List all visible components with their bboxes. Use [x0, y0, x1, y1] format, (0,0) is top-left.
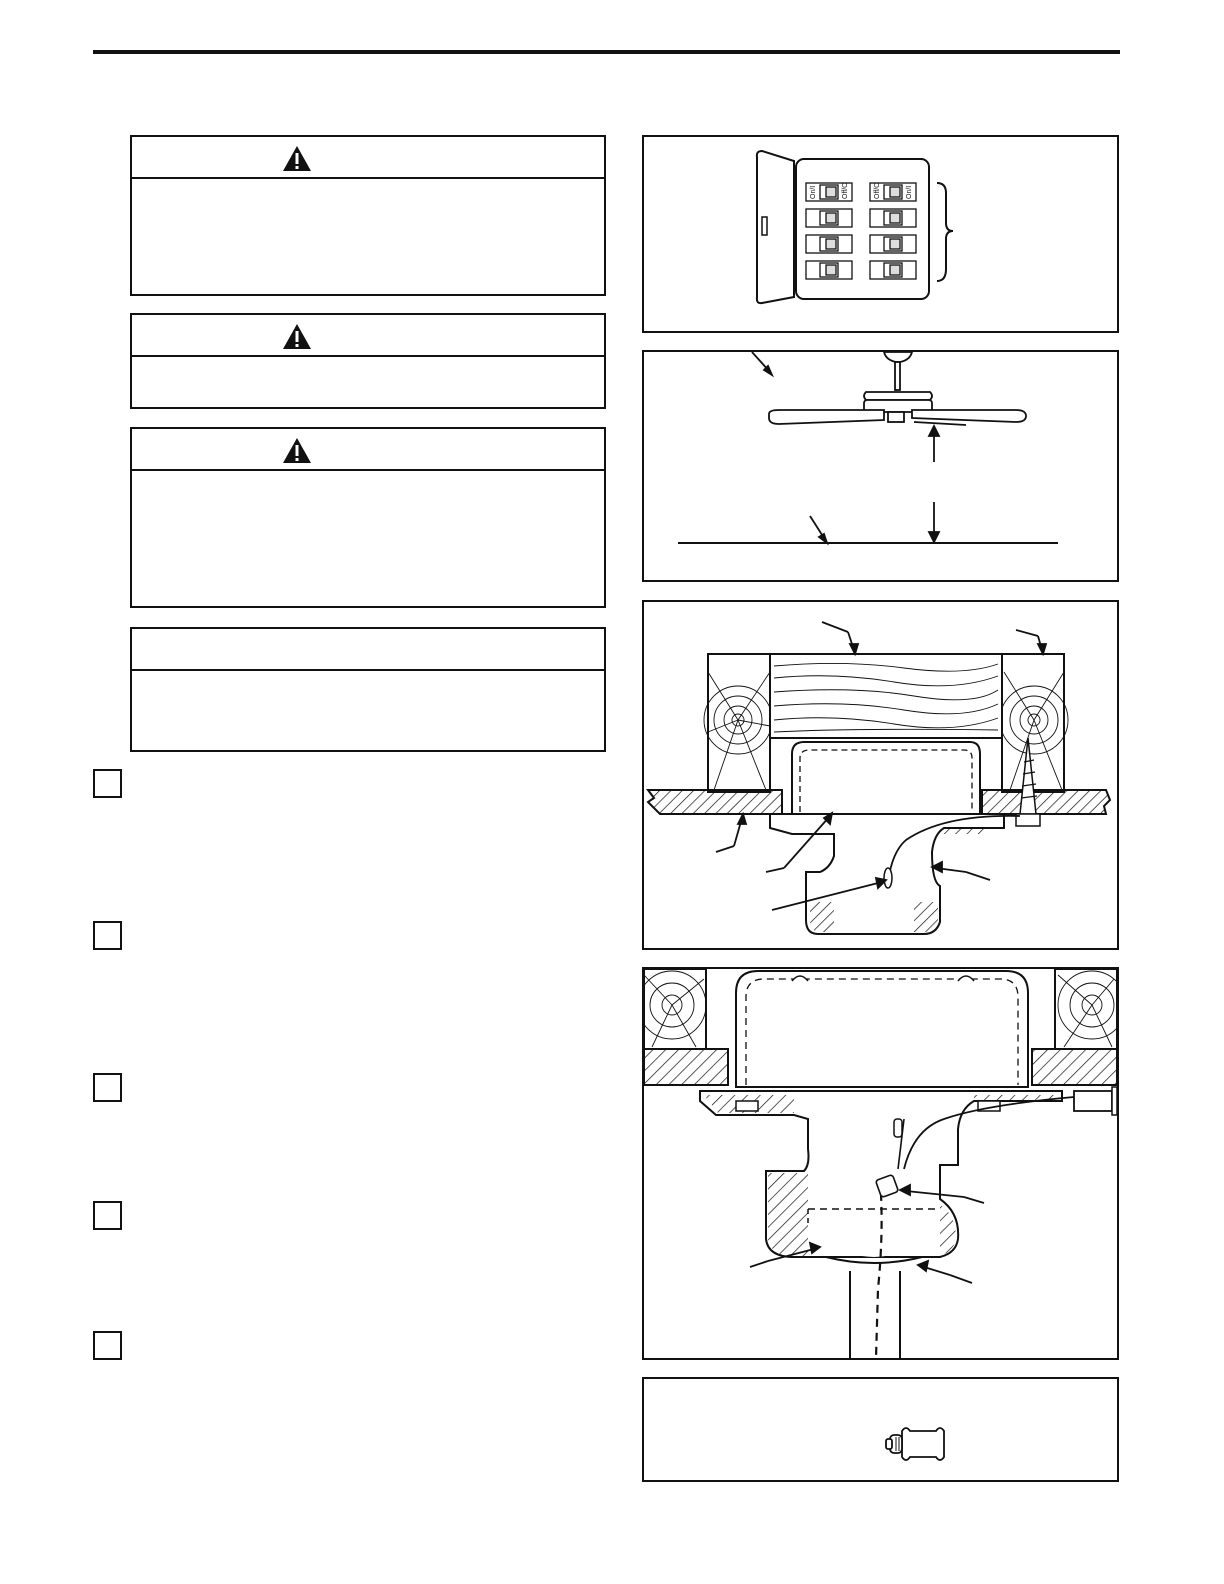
warning-box-2 — [130, 313, 606, 409]
warning-triangle-icon — [282, 437, 312, 464]
warning-header — [132, 315, 604, 357]
breaker-panel-illustration — [644, 137, 1117, 331]
warning-header — [132, 429, 604, 471]
fig-joist-mounting — [642, 600, 1119, 950]
step-checkbox-3[interactable] — [93, 1073, 122, 1102]
step-checkbox-4[interactable] — [93, 1201, 122, 1230]
fig-mounting-detail — [642, 967, 1119, 1360]
warning-box-1 — [130, 135, 606, 296]
breaker-on-label: On/I — [906, 185, 913, 199]
ceiling-fan-illustration — [644, 352, 1117, 580]
warning-triangle-icon — [282, 323, 312, 350]
breaker-off-label: Off/O — [874, 182, 881, 199]
warning-header — [132, 137, 604, 179]
note-header — [132, 629, 604, 671]
note-box — [130, 627, 606, 752]
warning-triangle-icon — [282, 145, 312, 172]
step-checkbox-5[interactable] — [93, 1331, 122, 1360]
breaker-off-label: Off/O — [842, 182, 849, 199]
fig-fan-clearance — [642, 350, 1119, 582]
step-checkbox-2[interactable] — [93, 921, 122, 950]
fig-connector — [642, 1377, 1119, 1482]
connector-illustration — [644, 1379, 1117, 1480]
joist-mounting-illustration — [644, 602, 1117, 948]
top-rule — [93, 50, 1120, 54]
breaker-on-label: On/I — [810, 185, 817, 199]
mounting-detail-illustration — [644, 969, 1117, 1358]
warning-box-3 — [130, 427, 606, 608]
step-checkbox-1[interactable] — [93, 769, 122, 798]
fig-breaker-panel — [642, 135, 1119, 333]
